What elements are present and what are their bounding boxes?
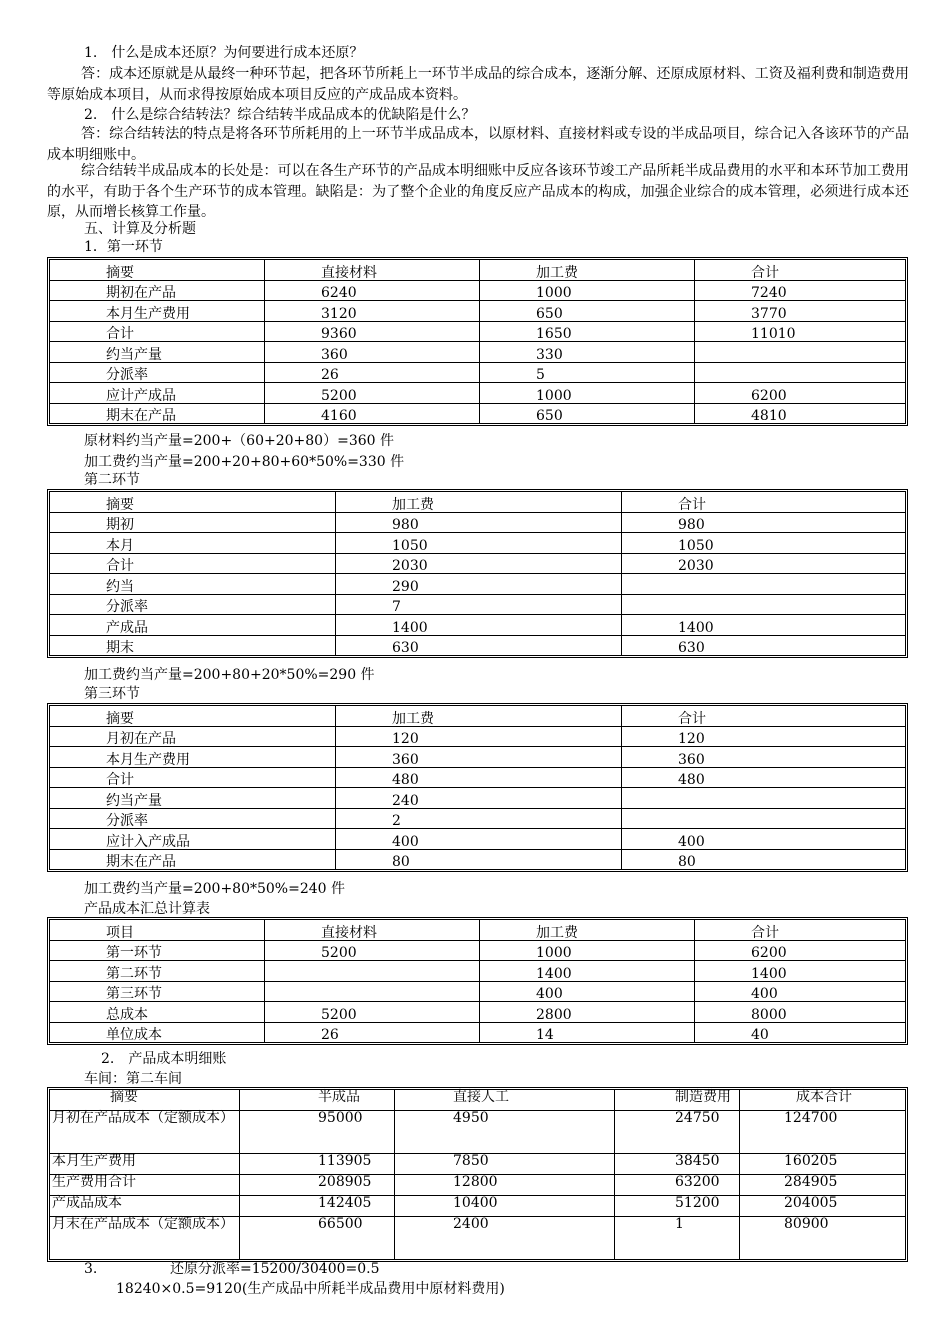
table-row <box>50 1154 905 1175</box>
table-cell <box>695 342 905 363</box>
table-row <box>50 1196 905 1217</box>
table-cell: 1 <box>615 1217 740 1259</box>
column-header: 半成品 <box>240 1090 395 1111</box>
table-cell: 6240 <box>265 281 480 302</box>
table-cell: 1000 <box>480 383 695 404</box>
question-3-number: 3. <box>84 1261 98 1277</box>
table-cell: 95000 <box>240 1111 395 1154</box>
table-header-row <box>50 260 905 281</box>
table-cell: 2030 <box>622 554 905 575</box>
table-cell: 38450 <box>615 1154 740 1175</box>
row-label: 单位成本 <box>50 1023 265 1043</box>
table-row <box>50 961 905 982</box>
table-cell: 980 <box>622 513 905 534</box>
row-label: 月初在产品 <box>50 727 336 748</box>
table-cell: 26 <box>265 1023 480 1043</box>
table-row <box>50 941 905 962</box>
table-row <box>50 574 905 595</box>
table-row <box>50 768 905 789</box>
table-row <box>50 281 905 302</box>
column-header: 直接材料 <box>265 920 480 941</box>
summary-title: 产品成本汇总计算表 <box>84 901 210 917</box>
row-label: 约当 <box>50 574 336 595</box>
row-label: 第三环节 <box>50 982 265 1003</box>
allocation-rate: 还原分派率=15200/30400=0.5 <box>170 1261 380 1277</box>
table-row <box>50 533 905 554</box>
table-cell: 80 <box>336 850 622 870</box>
workshop-label: 车间：第二车间 <box>84 1071 182 1087</box>
table-cell <box>265 961 480 982</box>
table-cell: 7 <box>336 595 622 616</box>
table-cell: 1000 <box>480 281 695 302</box>
row-label: 本月生产费用 <box>50 301 265 322</box>
table-cell: 240 <box>336 788 622 809</box>
table-cell: 360 <box>622 747 905 768</box>
row-label: 本月生产费用 <box>50 747 336 768</box>
table-cell: 3770 <box>695 301 905 322</box>
table-cell: 80 <box>678 854 696 870</box>
table-cell: 124700 <box>740 1111 905 1154</box>
table-cell: 6200 <box>695 941 905 962</box>
table-cell: 208905 <box>240 1175 395 1196</box>
row-label: 第一环节 <box>50 941 265 962</box>
row-label: 总成本 <box>50 1002 265 1023</box>
table-cell: 480 <box>336 768 622 789</box>
table-row <box>50 322 905 343</box>
row-label: 合计 <box>50 768 336 789</box>
table-cell: 63200 <box>615 1175 740 1196</box>
column-header: 加工费 <box>336 492 622 513</box>
table-cell <box>622 809 905 830</box>
table-cell: 2 <box>336 809 622 830</box>
answer-2-merits: 综合结转半成品成本的长处是：可以在各生产环节的产品成本明细账中反应各该环节竣工产品所耗半成品费用的水平和本环节加工费用的水平，有助于各个生产环节的成本管理。缺陷是：为了整个企业的角度反应产品成本的构成，加强企业综合的成本管理，必须进行成本还原，从而增长核算工作量。 <box>47 163 909 220</box>
table-row <box>50 301 905 322</box>
column-header: 摘要 <box>50 1090 240 1111</box>
stage-1-table <box>47 257 908 426</box>
table-row <box>50 982 905 1003</box>
table-cell: 1050 <box>622 533 905 554</box>
table-cell <box>622 574 905 595</box>
table-row <box>50 383 905 404</box>
row-label: 第二环节 <box>50 961 265 982</box>
table-row <box>50 747 905 768</box>
note-stage-2: 加工费约当产量=200+80+20*50%=290 件 <box>84 667 375 683</box>
row-label: 月初在产品成本（定额成本） <box>50 1111 240 1154</box>
table-cell: 8000 <box>695 1002 905 1023</box>
table-header-row <box>50 706 905 727</box>
row-label: 本月生产费用 <box>50 1154 240 1175</box>
row-label: 产成品成本 <box>50 1196 240 1217</box>
table-cell: 3120 <box>265 301 480 322</box>
row-label: 期末在产品 <box>50 404 265 424</box>
table-cell: 40 <box>751 1027 769 1043</box>
column-header: 摘要 <box>50 706 336 727</box>
question-1: 1. 什么是成本还原？为何要进行成本还原？ <box>84 45 364 61</box>
table-cell: 480 <box>622 768 905 789</box>
column-header: 加工费 <box>336 706 622 727</box>
table-cell: 360 <box>336 747 622 768</box>
table-cell: 11010 <box>695 322 905 343</box>
table-cell: 12800 <box>395 1175 615 1196</box>
table-cell: 2400 <box>395 1217 615 1259</box>
cost-ledger-table <box>47 1087 908 1262</box>
column-header: 直接材料 <box>265 260 480 281</box>
column-header: 制造费用 <box>615 1090 740 1111</box>
table-cell: 80900 <box>784 1216 829 1232</box>
column-header: 项目 <box>50 920 265 941</box>
table-row <box>50 1002 905 1023</box>
table-cell: 51200 <box>615 1196 740 1217</box>
table-row <box>50 636 905 656</box>
summary-table <box>47 917 908 1045</box>
table-cell: 113905 <box>240 1154 395 1175</box>
table-cell <box>622 595 905 616</box>
row-label: 合计 <box>50 554 336 575</box>
table-cell: 980 <box>336 513 622 534</box>
row-label: 分派率 <box>50 595 336 616</box>
table-cell: 1400 <box>695 961 905 982</box>
table-cell: 5200 <box>265 1002 480 1023</box>
table-cell: 7850 <box>395 1154 615 1175</box>
answer-2: 答：综合结转法的特点是将各环节所耗用的上一环节半成品成本，以原材料、直接材料或专设的半成品项目，综合记入各该环节的产品成本明细账中。 <box>47 126 909 163</box>
row-label: 生产费用合计 <box>50 1175 240 1196</box>
allocation-calc: 18240×0.5=9120(生产成品中所耗半成品费用中原材料费用) <box>116 1281 505 1297</box>
column-header: 成本合计 <box>740 1090 905 1111</box>
stage-2-table <box>47 489 908 658</box>
table-header-row <box>50 920 905 941</box>
column-header: 合计 <box>622 706 905 727</box>
row-label: 期末 <box>50 636 336 656</box>
column-header: 加工费 <box>480 920 695 941</box>
table-row <box>50 1111 905 1154</box>
row-label: 期末在产品 <box>50 850 336 870</box>
table-cell: 400 <box>336 829 622 850</box>
table-cell: 400 <box>622 829 905 850</box>
table-header-row <box>50 492 905 513</box>
table-cell: 1400 <box>622 615 905 636</box>
row-label: 产成品 <box>50 615 336 636</box>
table-cell: 120 <box>336 727 622 748</box>
stage-3-table <box>47 703 908 872</box>
table-cell: 6200 <box>695 383 905 404</box>
table-row <box>50 513 905 534</box>
table-cell: 2800 <box>480 1002 695 1023</box>
question-ledger: 2. 产品成本明细账 <box>101 1051 227 1067</box>
stage-3-title: 第三环节 <box>84 686 140 702</box>
table-cell: 400 <box>695 982 905 1003</box>
stage-2-title: 第二环节 <box>84 472 140 488</box>
section-title: 五、计算及分析题 <box>84 221 196 237</box>
table-cell: 330 <box>480 342 695 363</box>
table-cell: 650 <box>480 404 695 424</box>
table-row <box>50 615 905 636</box>
stage-1-title: 1．第一环节 <box>84 239 163 255</box>
table-cell: 290 <box>336 574 622 595</box>
table-row <box>50 788 905 809</box>
table-row <box>50 850 905 870</box>
column-header: 摘要 <box>50 260 265 281</box>
table-cell: 630 <box>336 636 622 656</box>
row-label: 约当产量 <box>50 342 265 363</box>
answer-1: 答：成本还原就是从最终一种环节起，把各环节所耗上一环节半成品的综合成本，逐渐分解、还原成原材料、工资及福利费和制造费用等原始成本项目，从而求得按原始成本项目反应的产成品成本资料。 <box>47 66 909 103</box>
column-header: 合计 <box>695 920 905 941</box>
table-cell: 1650 <box>480 322 695 343</box>
table-cell: 7240 <box>695 281 905 302</box>
table-row <box>50 727 905 748</box>
table-cell: 14 <box>480 1023 695 1043</box>
table-row <box>50 595 905 616</box>
table-cell: 630 <box>678 640 705 656</box>
table-cell: 1000 <box>480 941 695 962</box>
table-row <box>50 363 905 384</box>
column-header: 摘要 <box>50 492 336 513</box>
note-material-equivalent: 原材料约当产量=200+（60+20+80）=360 件 <box>84 433 394 449</box>
table-cell: 4810 <box>751 408 787 424</box>
column-header: 直接人工 <box>395 1090 615 1111</box>
column-header: 加工费 <box>480 260 695 281</box>
row-label: 分派率 <box>50 809 336 830</box>
table-cell: 4950 <box>395 1111 615 1154</box>
table-cell: 5200 <box>265 383 480 404</box>
table-cell: 204005 <box>740 1196 905 1217</box>
table-cell: 5 <box>480 363 695 384</box>
table-cell <box>265 982 480 1003</box>
row-label: 月末在产品成本（定额成本） <box>50 1217 240 1259</box>
table-cell: 10400 <box>395 1196 615 1217</box>
table-cell: 160205 <box>740 1154 905 1175</box>
table-row <box>50 1217 905 1259</box>
table-cell: 1050 <box>336 533 622 554</box>
row-label: 本月 <box>50 533 336 554</box>
table-cell: 1400 <box>480 961 695 982</box>
column-header: 合计 <box>622 492 905 513</box>
table-cell: 9360 <box>265 322 480 343</box>
row-label: 应计产成品 <box>50 383 265 404</box>
table-header-row <box>50 1090 905 1111</box>
table-cell <box>695 363 905 384</box>
row-label: 期初在产品 <box>50 281 265 302</box>
row-label: 期初 <box>50 513 336 534</box>
table-cell: 142405 <box>240 1196 395 1217</box>
table-cell: 1400 <box>336 615 622 636</box>
table-cell: 4160 <box>265 404 480 424</box>
table-cell: 360 <box>265 342 480 363</box>
table-cell <box>622 788 905 809</box>
table-row <box>50 1023 905 1043</box>
table-cell: 24750 <box>615 1111 740 1154</box>
table-cell: 26 <box>265 363 480 384</box>
row-label: 约当产量 <box>50 788 336 809</box>
question-2: 2. 什么是综合结转法？综合结转半成品成本的优缺陷是什么？ <box>84 107 476 123</box>
table-row <box>50 829 905 850</box>
note-processing-equivalent: 加工费约当产量=200+20+80+60*50%=330 件 <box>84 454 405 470</box>
table-row <box>50 554 905 575</box>
table-cell: 650 <box>480 301 695 322</box>
table-cell: 120 <box>622 727 905 748</box>
table-cell: 400 <box>480 982 695 1003</box>
row-label: 合计 <box>50 322 265 343</box>
table-cell: 66500 <box>240 1217 395 1259</box>
table-row <box>50 342 905 363</box>
column-header: 合计 <box>695 260 905 281</box>
table-cell: 2030 <box>336 554 622 575</box>
table-row <box>50 404 905 424</box>
table-row <box>50 1175 905 1196</box>
table-row <box>50 809 905 830</box>
row-label: 应计入产成品 <box>50 829 336 850</box>
table-cell: 5200 <box>265 941 480 962</box>
note-stage-3: 加工费约当产量=200+80*50%=240 件 <box>84 881 346 897</box>
table-cell: 284905 <box>740 1175 905 1196</box>
row-label: 分派率 <box>50 363 265 384</box>
